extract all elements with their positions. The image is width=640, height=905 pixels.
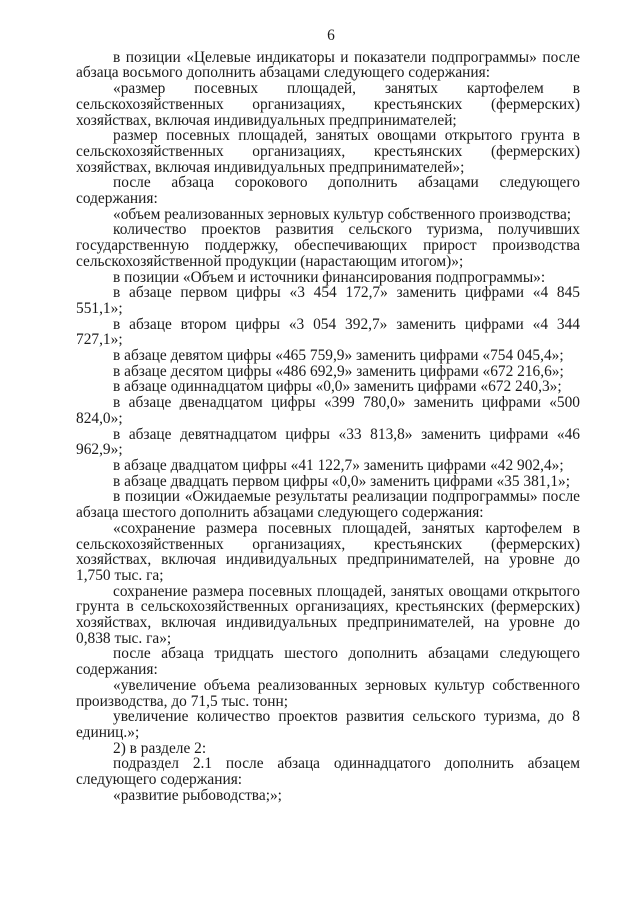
paragraph: увеличение количество проектов развития сельского туризма, до 8 единиц.»; bbox=[76, 708, 580, 741]
paragraph: в абзаце двадцатом цифры «41 122,7» заменить цифрами «42 902,4»; bbox=[113, 456, 564, 474]
paragraph: в позиции «Ожидаемые результаты реализации подпрограммы» после абзаца шестого дополнить абзацами следующего содержания: bbox=[76, 488, 580, 522]
paragraph: в абзаце девятнадцатом цифры «33 813,8» заменить цифрами «46 962,9»; bbox=[76, 425, 580, 459]
paragraph: «развитие рыбоводства;»; bbox=[113, 786, 282, 804]
paragraph: после абзаца тридцать шестого дополнить абзацами следующего содержания: bbox=[76, 645, 580, 679]
paragraph: сохранение размера посевных площадей, занятых овощами открытого грунта в сельскохозяйственных организациях, крестьянских (фермерских) хозяйствах, включая индивидуальных предпринимателей, на уровне до 0,838 тыс. га»; bbox=[76, 582, 580, 647]
document-page bbox=[76, 28, 580, 803]
paragraph: «сохранение размера посевных площадей, занятых картофелем в сельскохозяйственных организациях, крестьянских (фермерских) хозяйствах, включая индивидуальных предпринимателей, на уровне до 1,750 тыс. га; bbox=[76, 519, 580, 584]
paragraph: после абзаца сорокового дополнить абзацами следующего содержания: bbox=[76, 174, 580, 208]
paragraph: в абзаце десятом цифры «486 692,9» заменить цифрами «672 216,6»; bbox=[113, 362, 564, 380]
paragraph: размер посевных площадей, занятых овощами открытого грунта в сельскохозяйственных организациях, крестьянских (фермерских) хозяйствах, включая индивидуальных предпринимателей»; bbox=[76, 127, 580, 176]
paragraph: в абзаце двенадцатом цифры «399 780,0» заменить цифрами «500 824,0»; bbox=[76, 394, 580, 427]
paragraph: в абзаце двадцать первом цифры «0,0» заменить цифрами «35 381,1»; bbox=[113, 472, 571, 490]
paragraph: в абзаце первом цифры «3 454 172,7» заменить цифрами «4 845 551,1»; bbox=[76, 284, 580, 317]
paragraph: в позиции «Объем и источники финансирования подпрограммы»: bbox=[113, 268, 546, 286]
paragraph: количество проектов развития сельского туризма, получивших государственную поддержку, обеспечивающих прирост производства сельскохозяйственной продукции (нарастающим итогом)»; bbox=[76, 221, 580, 270]
paragraph: 2) в разделе 2: bbox=[113, 739, 207, 757]
paragraph: «размер посевных площадей, занятых картофелем в сельскохозяйственных организациях, крестьянских (фермерских) хозяйствах, включая индивидуальных предпринимателей; bbox=[76, 80, 580, 129]
paragraph: в абзаце втором цифры «3 054 392,7» заменить цифрами «4 344 727,1»; bbox=[76, 315, 580, 349]
paragraph: в абзаце одиннадцатом цифры «0,0» заменить цифрами «672 240,3»; bbox=[113, 378, 562, 396]
paragraph: в абзаце девятом цифры «465 759,9» заменить цифрами «754 045,4»; bbox=[113, 347, 564, 365]
paragraph: подраздел 2.1 после абзаца одиннадцатого дополнить абзацем следующего содержания: bbox=[76, 755, 580, 789]
paragraph: «объем реализованных зерновых культур собственного производства; bbox=[113, 205, 572, 223]
paragraph: в позиции «Целевые индикаторы и показатели подпрограммы» после абзаца восьмого дополнить абзацами следующего содержания: bbox=[76, 48, 580, 82]
page-number: 6 bbox=[327, 27, 335, 44]
paragraph: «увеличение объема реализованных зерновых культур собственного производства, до 71,5 тыс. тонн; bbox=[76, 676, 580, 710]
